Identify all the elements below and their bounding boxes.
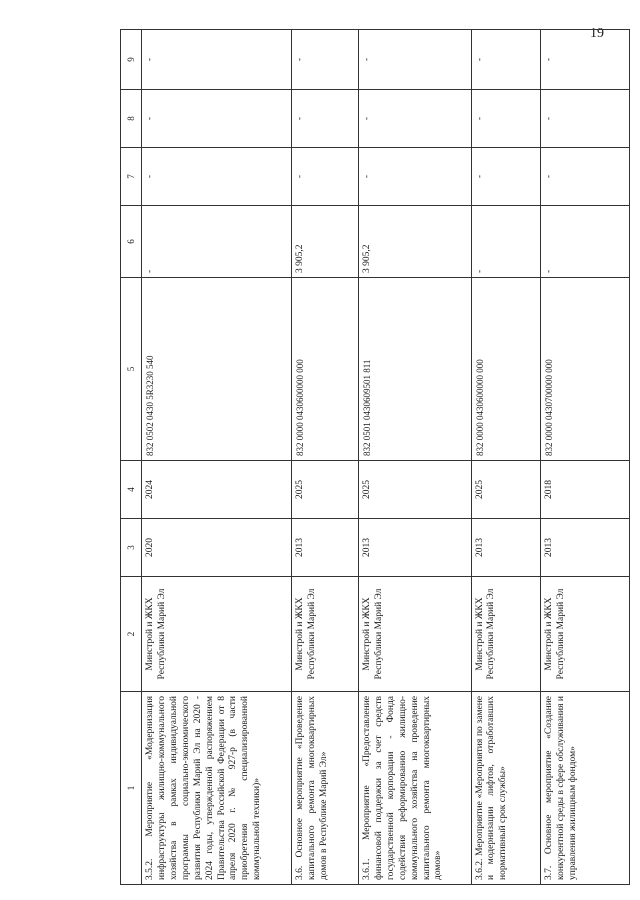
value-col6: 3 905,2 (291, 206, 358, 278)
budget-code: 832 0501 0430609501 811 (359, 278, 471, 461)
value-col6: - (541, 206, 630, 278)
value-col6: - (142, 206, 291, 278)
executor: Минстрой и ЖКХ Республики Марий Эл (541, 577, 630, 692)
start-year: 2013 (359, 519, 471, 577)
value-col8: - (291, 90, 358, 148)
executor: Минстрой и ЖКХ Республики Марий Эл (471, 577, 541, 692)
value-col7: - (142, 148, 291, 206)
value-col9: - (359, 30, 471, 90)
rotated-table-wrapper (120, 30, 630, 885)
value-col8: - (142, 90, 291, 148)
budget-code: 832 0000 0430700000 000 (541, 278, 630, 461)
start-year: 2013 (291, 519, 358, 577)
value-col8: - (359, 90, 471, 148)
table-row (142, 30, 291, 885)
page-number: 19 (590, 26, 604, 41)
header-cell: 1 (121, 692, 142, 885)
budget-code: 832 0000 0430600000 000 (291, 278, 358, 461)
value-col9: - (142, 30, 291, 90)
end-year: 2025 (471, 461, 541, 519)
header-cell: 2 (121, 577, 142, 692)
table-row (359, 30, 471, 885)
value-col8: - (471, 90, 541, 148)
activity-name: 3.6.1. Мероприятие «Предоставление финансовой поддержки за счет средств государственной корпорации - Фонда содействия реформированию жилищно-коммунального хозяйства на проведение капитального ремонта многоквартирных домов» (359, 692, 471, 885)
start-year: 2013 (471, 519, 541, 577)
activity-name: 3.5.2. Мероприятие «Модернизация инфраструктуры жилищно-коммунального хозяйства в рамках индивидуальной программы социально-экономического развития Республики Марий Эл на 2020 - 2024 годы, утвержденной распоряжением Правительства Российской Федерации от 8 апреля 2020 г. № 927-р (в части приобретения специализированной коммунальной техники)» (142, 692, 291, 885)
start-year: 2020 (142, 519, 291, 577)
start-year: 2013 (541, 519, 630, 577)
program-table (120, 29, 630, 885)
value-col8: - (541, 90, 630, 148)
activity-name: 3.6.2. Мероприятие «Мероприятия по замене и модернизации лифтов, отработавших нормативный срок службы» (471, 692, 541, 885)
value-col9: - (291, 30, 358, 90)
end-year: 2025 (291, 461, 358, 519)
table-row (471, 30, 541, 885)
value-col6: - (471, 206, 541, 278)
end-year: 2024 (142, 461, 291, 519)
header-cell: 5 (121, 278, 142, 461)
value-col9: - (471, 30, 541, 90)
end-year: 2018 (541, 461, 630, 519)
value-col7: - (471, 148, 541, 206)
executor: Минстрой и ЖКХ Республики Марий Эл (359, 577, 471, 692)
budget-code: 832 0000 0430600000 000 (471, 278, 541, 461)
value-col7: - (359, 148, 471, 206)
header-cell: 3 (121, 519, 142, 577)
activity-name: 3.6. Основное мероприятие «Проведение капитального ремонта многоквартирных домов в Республике Марий Эл» (291, 692, 358, 885)
end-year: 2025 (359, 461, 471, 519)
value-col7: - (541, 148, 630, 206)
header-cell: 8 (121, 90, 142, 148)
value-col7: - (291, 148, 358, 206)
header-cell: 7 (121, 148, 142, 206)
table-row (291, 30, 358, 885)
header-cell: 6 (121, 206, 142, 278)
executor: Минстрой и ЖКХ Республики Марий Эл (142, 577, 291, 692)
value-col9: - (541, 30, 630, 90)
activity-name: 3.7. Основное мероприятие «Создание конкурентной среды в сфере обслуживания и управления жилищным фондом» (541, 692, 630, 885)
header-cell: 4 (121, 461, 142, 519)
header-row (121, 30, 142, 885)
table-row (541, 30, 630, 885)
executor: Минстрой и ЖКХ Республики Марий Эл (291, 577, 358, 692)
value-col6: 3 905,2 (359, 206, 471, 278)
header-cell: 9 (121, 30, 142, 90)
budget-code: 832 0502 0430 5R3230 540 (142, 278, 291, 461)
